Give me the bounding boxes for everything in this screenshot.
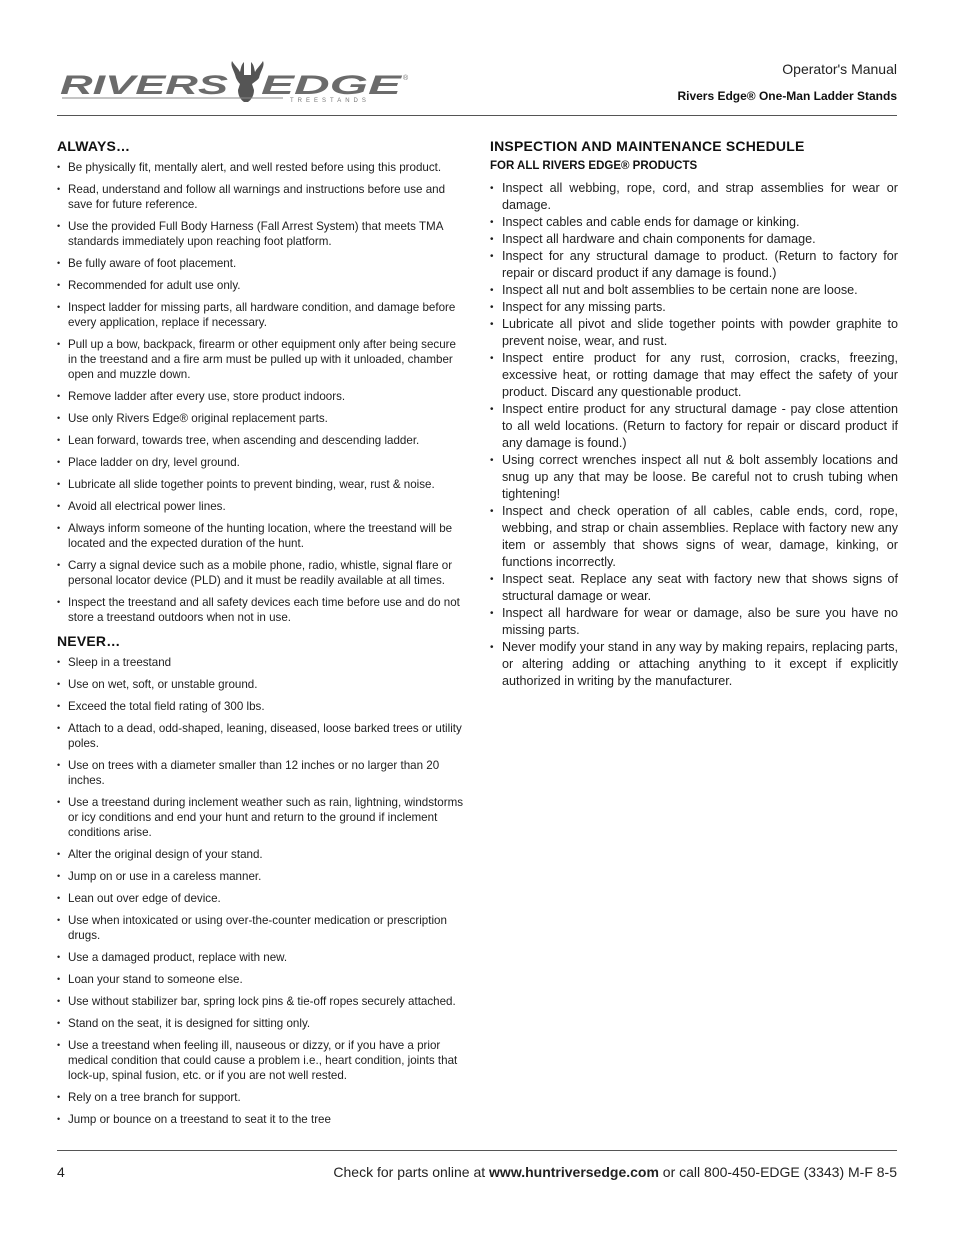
list-item: • Stand on the seat, it is designed for sitting only. — [57, 1016, 465, 1031]
list-item: • Rely on a tree branch for support. — [57, 1090, 465, 1105]
list-item: • Pull up a bow, backpack, firearm or other equipment only after being secure in the treestand and a fire arm must be pulled up with it unloaded, chamber open and muzzle down. — [57, 337, 465, 382]
list-item: • Avoid all electrical power lines. — [57, 499, 465, 514]
inspection-subheading: FOR ALL RIVERS EDGE® PRODUCTS — [490, 160, 698, 172]
inspection-list — [490, 180, 898, 690]
list-item: • Use a damaged product, replace with new. — [57, 950, 465, 965]
never-heading: NEVER… — [57, 633, 121, 649]
list-item: • Inspect ladder for missing parts, all hardware condition, and damage before every application, replace if necessary. — [57, 300, 465, 330]
list-item: • Never modify your stand in any way by making repairs, replacing parts, or altering adding or attaching anything to it except if explicitly authorized in writing by the manufacturer. — [490, 639, 898, 690]
svg-text:RIVERS: RIVERS — [60, 70, 228, 100]
list-item: • Lubricate all slide together points to prevent binding, wear, rust & noise. — [57, 477, 465, 492]
list-item: • Use a treestand during inclement weather such as rain, lightning, windstorms or icy conditions and end your hunt and return to the ground if inclement conditions arise. — [57, 795, 465, 840]
list-item: • Inspect all hardware and chain components for damage. — [490, 231, 898, 248]
list-item: • Use the provided Full Body Harness (Fall Arrest System) that meets TMA standards immediately upon reaching foot platform. — [57, 219, 465, 249]
inspection-heading: INSPECTION AND MAINTENANCE SCHEDULE — [490, 138, 805, 154]
list-item: • Always inform someone of the hunting location, where the treestand will be located and the expected duration of the hunt. — [57, 521, 465, 551]
header-divider — [57, 115, 897, 116]
list-item: • Lubricate all pivot and slide together points with powder graphite to prevent noise, wear, and rust. — [490, 316, 898, 350]
list-item: • Exceed the total field rating of 300 lbs. — [57, 699, 465, 714]
list-item: • Jump on or use in a careless manner. — [57, 869, 465, 884]
list-item: • Place ladder on dry, level ground. — [57, 455, 465, 470]
list-item: • Inspect and check operation of all cables, cable ends, cord, rope, webbing, and strap or chain assemblies. Replace with factory new any item or assembly that shows signs of wear, damage, kinking, or functions incorrectly. — [490, 503, 898, 571]
list-item: • Recommended for adult use only. — [57, 278, 465, 293]
svg-text:TREESTANDS: TREESTANDS — [290, 98, 370, 104]
list-item: • Carry a signal device such as a mobile phone, radio, whistle, signal flare or personal locator device (PLD) and it must be readily available at all times. — [57, 558, 465, 588]
page-number: 4 — [57, 1164, 65, 1180]
list-item: • Remove ladder after every use, store product indoors. — [57, 389, 465, 404]
list-item: • Alter the original design of your stand. — [57, 847, 465, 862]
list-item: • Inspect entire product for any structural damage - pay close attention to all weld locations. (Return to factory for repair or discard product if any damage is found.) — [490, 401, 898, 452]
list-item: • Inspect seat. Replace any seat with factory new that shows signs of structural damage or wear. — [490, 571, 898, 605]
list-item: • Inspect for any structural damage to product. (Return to factory for repair or discard product if any damage is found.) — [490, 248, 898, 282]
product-line: Rivers Edge® One-Man Ladder Stands — [677, 89, 897, 103]
list-item: • Use a treestand when feeling ill, nauseous or dizzy, or if you have a prior medical condition that could cause a problem i.e., heart condition, joints that lock-up, spinal fusion, etc. or if you are not well rested. — [57, 1038, 465, 1083]
footer-divider — [57, 1150, 897, 1151]
always-heading: ALWAYS… — [57, 138, 131, 154]
right-column — [490, 138, 898, 690]
list-item: • Use only Rivers Edge® original replacement parts. — [57, 411, 465, 426]
list-item: • Using correct wrenches inspect all nut & bolt assembly locations and snug up any that may be loose. Be careful not to crush tubing when tightening! — [490, 452, 898, 503]
footer-contact — [333, 1164, 897, 1180]
list-item: • Be physically fit, mentally alert, and well rested before using this product. — [57, 160, 465, 175]
list-item: • Use on trees with a diameter smaller than 12 inches or no larger than 20 inches. — [57, 758, 465, 788]
header-info — [677, 61, 897, 103]
list-item: • Inspect all webbing, rope, cord, and strap assemblies for wear or damage. — [490, 180, 898, 214]
list-item: • Jump or bounce on a treestand to seat it to the tree — [57, 1112, 465, 1127]
list-item: • Use on wet, soft, or unstable ground. — [57, 677, 465, 692]
list-item: • Inspect all nut and bolt assemblies to be certain none are loose. — [490, 282, 898, 299]
list-item: • Inspect entire product for any rust, corrosion, cracks, freezing, excessive heat, or rotting damage that may effect the safety of your product. Discard any questionable product. — [490, 350, 898, 401]
always-list — [57, 160, 465, 625]
svg-text:EDGE: EDGE — [261, 70, 403, 100]
list-item: • Lean out over edge of device. — [57, 891, 465, 906]
list-item: • Attach to a dead, odd-shaped, leaning, diseased, loose barked trees or utility poles. — [57, 721, 465, 751]
left-column — [57, 138, 465, 1134]
list-item: • Be fully aware of foot placement. — [57, 256, 465, 271]
svg-text:®: ® — [403, 75, 409, 82]
deer-head-icon — [231, 61, 263, 102]
manual-title: Operator's Manual — [782, 61, 897, 77]
never-list — [57, 655, 465, 1127]
list-item: • Inspect cables and cable ends for damage or kinking. — [490, 214, 898, 231]
footer-text-after: or call 800-450-EDGE (3343) M-F 8-5 — [658, 1164, 897, 1180]
list-item: • Inspect for any missing parts. — [490, 299, 898, 316]
list-item: • Inspect all hardware for wear or damage, also be sure you have no missing parts. — [490, 605, 898, 639]
website-link[interactable]: www.huntriversedge.com — [489, 1164, 659, 1180]
list-item: • Lean forward, towards tree, when ascending and descending ladder. — [57, 433, 465, 448]
list-item: • Loan your stand to someone else. — [57, 972, 465, 987]
footer-text-before: Check for parts online at — [333, 1164, 490, 1180]
list-item: • Read, understand and follow all warnings and instructions before use and save for future reference. — [57, 182, 465, 212]
list-item: • Inspect the treestand and all safety devices each time before use and do not store a treestand outdoors when not in use. — [57, 595, 465, 625]
list-item: • Use when intoxicated or using over-the-counter medication or prescription drugs. — [57, 913, 465, 943]
rivers-edge-logo — [58, 60, 418, 108]
list-item: • Sleep in a treestand — [57, 655, 465, 670]
list-item: • Use without stabilizer bar, spring lock pins & tie-off ropes securely attached. — [57, 994, 465, 1009]
